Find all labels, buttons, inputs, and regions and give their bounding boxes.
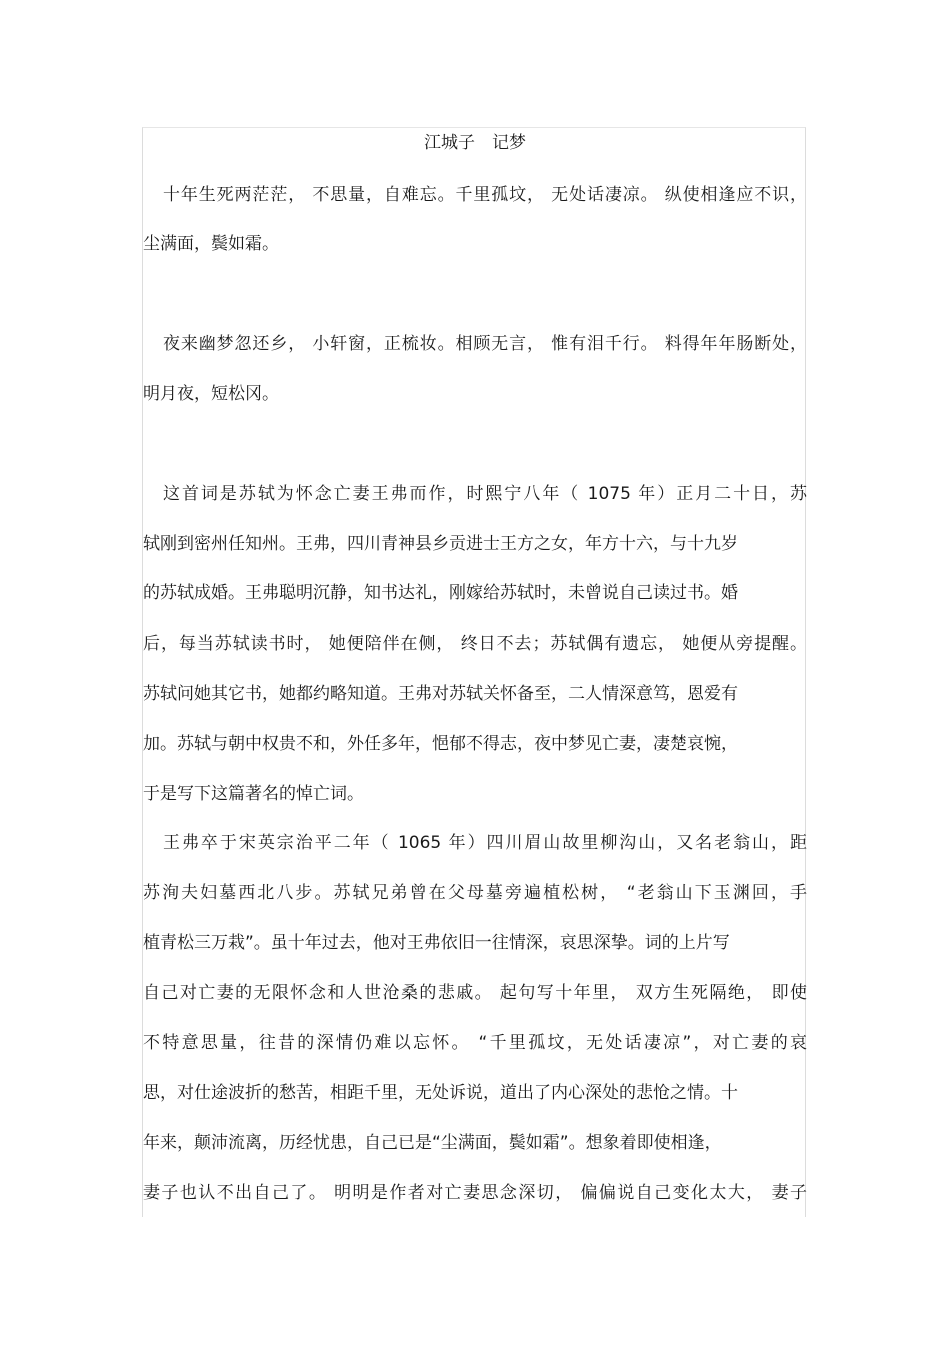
page-title: 江城子 记梦: [424, 133, 526, 153]
commentary-p1-line5: 苏轼问她其它书，她都约略知道。王弗对苏轼关怀备至，二人情深意笃，恩爱有: [143, 684, 738, 704]
poem-stanza2-line2: 明月夜，短松冈。: [143, 384, 279, 404]
commentary-p2-line5: 不特意思量，往昔的深情仍难以忘怀。 “千里孤坟，无处话凄凉”，对亡妻的哀: [143, 1033, 807, 1053]
commentary-p1-line1: 这首词是苏轼为怀念亡妻王弗而作，时熙宁八年（ 1075 年）正月二十日，苏: [163, 484, 807, 504]
poem-stanza2-line1: 夜来幽梦忽还乡， 小轩窗，正梳妆。相顾无言， 惟有泪千行。 料得年年肠断处，: [163, 334, 807, 354]
commentary-p2-line6: 思，对仕途波折的愁苦，相距千里，无处诉说，道出了内心深处的悲怆之情。十: [143, 1083, 738, 1103]
commentary-p2-line4: 自己对亡妻的无限怀念和人世沧桑的悲戚。 起句写十年里， 双方生死隔绝， 即使: [143, 983, 807, 1003]
commentary-p1-line2: 轼刚到密州任知州。王弗，四川青神县乡贡进士王方之女，年方十六，与十九岁: [143, 534, 738, 554]
commentary-p2-line1: 王弗卒于宋英宗治平二年（ 1065 年）四川眉山故里柳沟山，又名老翁山，距: [163, 833, 807, 853]
commentary-p1-line6: 加。苏轼与朝中权贵不和，外任多年，悒郁不得志，夜中梦见亡妻，凄楚哀惋，: [143, 734, 738, 754]
commentary-p2-line2: 苏洵夫妇墓西北八步。苏轼兄弟曾在父母墓旁遍植松树， “老翁山下玉渊回，手: [143, 883, 807, 903]
poem-stanza1-line2: 尘满面，鬓如霜。: [143, 234, 279, 254]
commentary-p1-line7: 于是写下这篇著名的悼亡词。: [143, 784, 364, 804]
poem-stanza1-line1: 十年生死两茫茫， 不思量，自难忘。千里孤坟， 无处话凄凉。 纵使相逢应不识，: [163, 185, 807, 205]
commentary-p1-line4: 后，每当苏轼读书时， 她便陪伴在侧， 终日不去；苏轼偶有遗忘， 她便从旁提醒。: [143, 634, 807, 654]
commentary-p1-line3: 的苏轼成婚。王弗聪明沉静，知书达礼，刚嫁给苏轼时，未曾说自己读过书。婚: [143, 583, 738, 603]
commentary-p2-line8: 妻子也认不出自己了。 明明是作者对亡妻思念深切， 偏偏说自己变化太大， 妻子: [143, 1183, 807, 1203]
commentary-p2-line7: 年来，颠沛流离，历经忧患，自己已是“尘满面，鬓如霜”。想象着即使相逢，: [143, 1133, 722, 1153]
commentary-p2-line3: 植青松三万栽”。虽十年过去，他对王弗依旧一往情深，哀思深挚。词的上片写: [143, 933, 730, 953]
